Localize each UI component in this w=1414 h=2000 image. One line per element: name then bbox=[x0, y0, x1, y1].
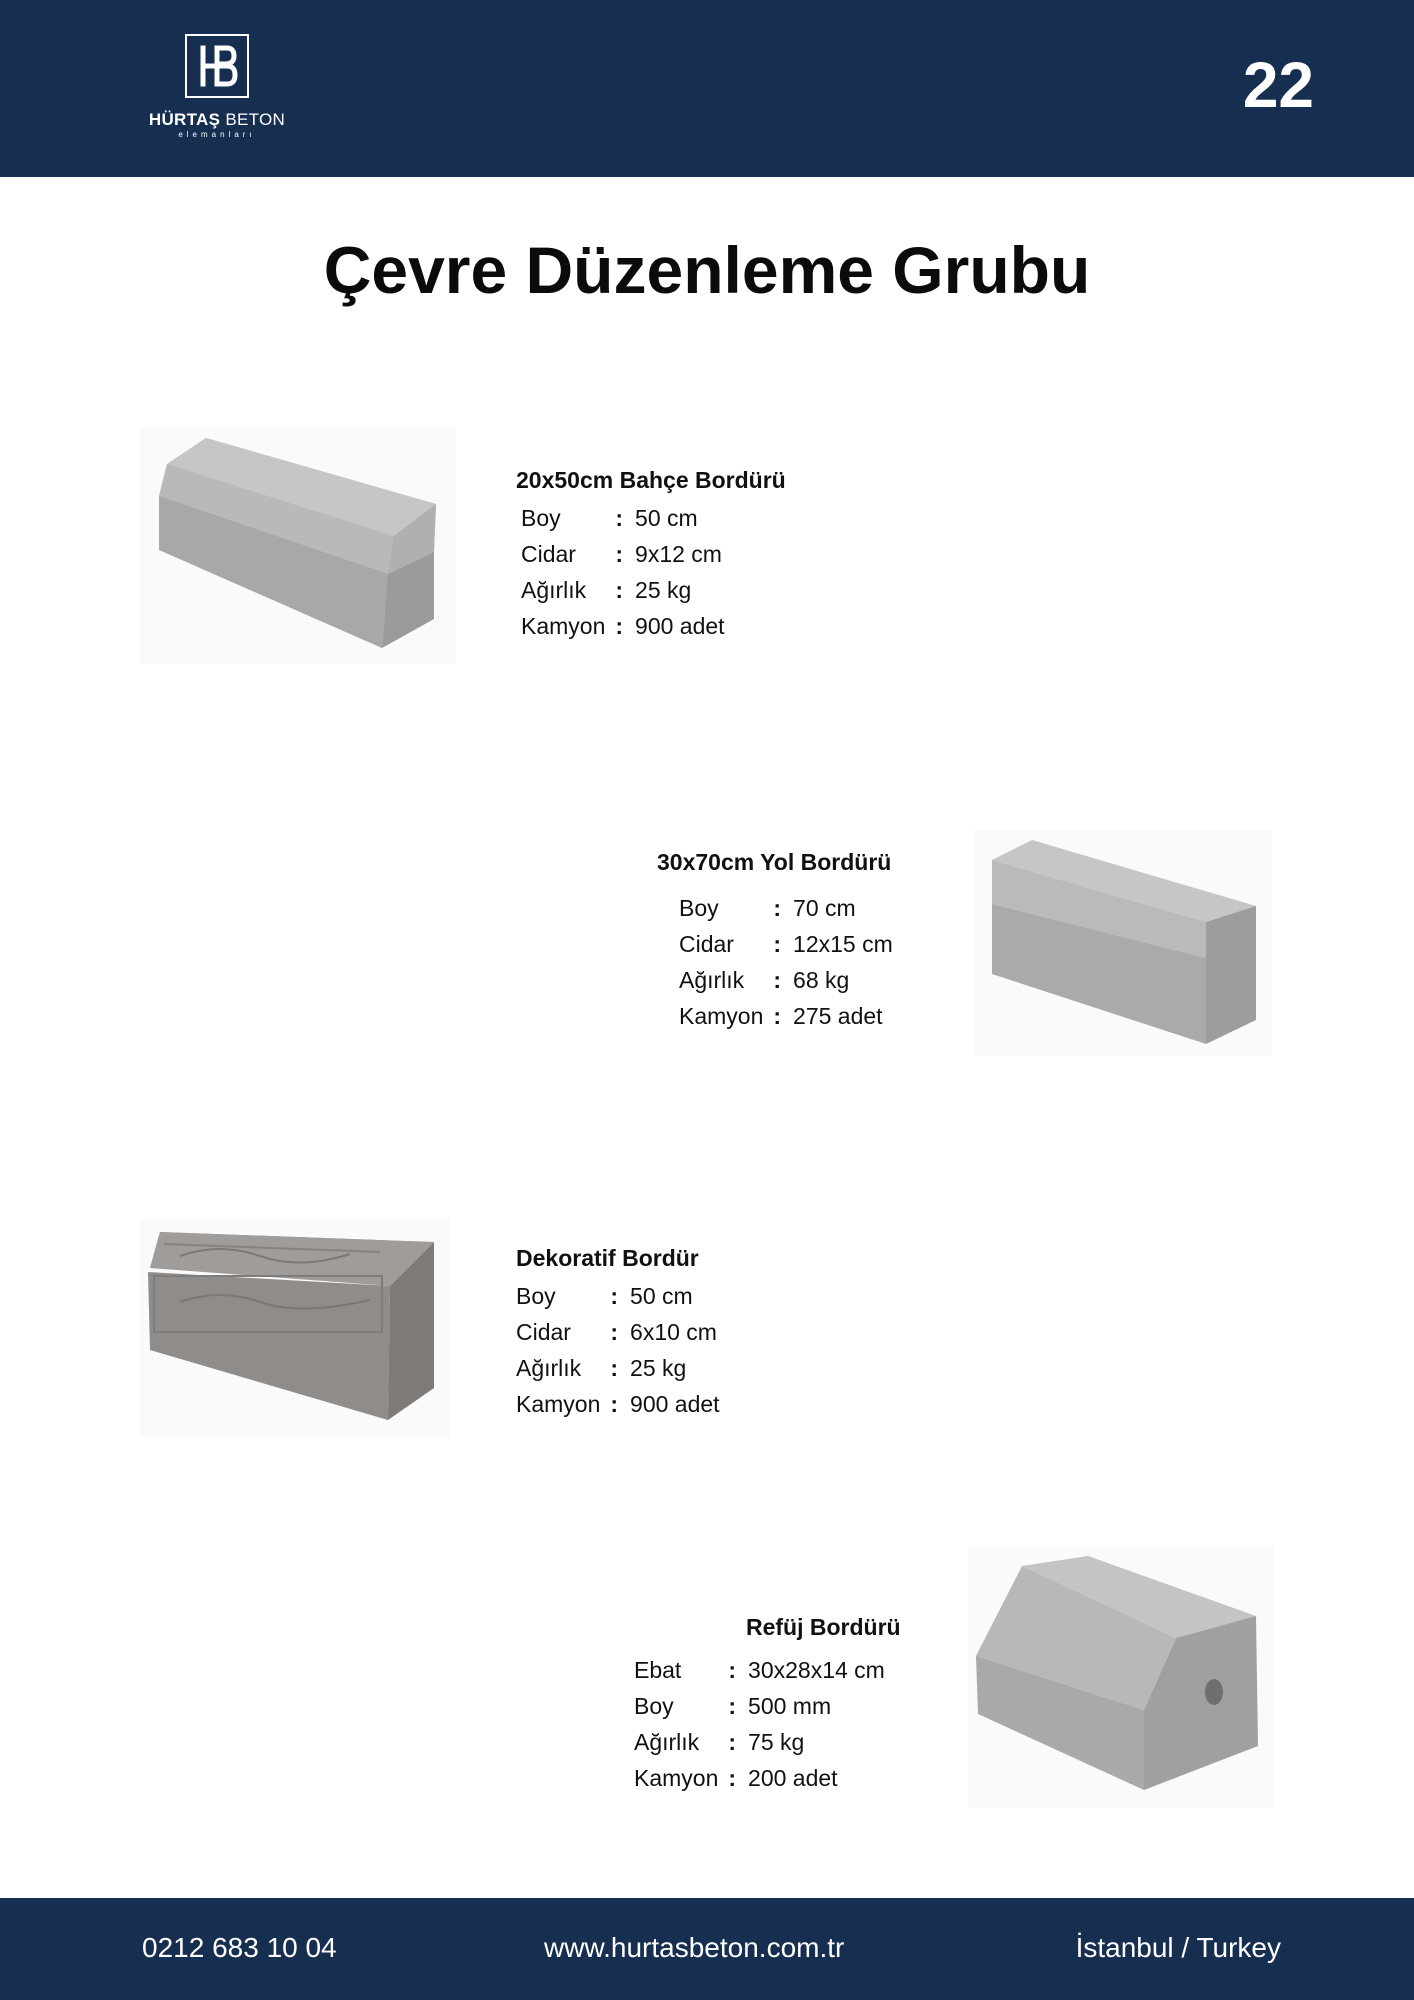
spec-row: Boy : 50 cm bbox=[516, 1282, 693, 1309]
spec-row: Ağırlık : 25 kg bbox=[521, 576, 692, 603]
logo-monogram bbox=[185, 34, 249, 98]
spec-row: Kamyon : 275 adet bbox=[679, 1002, 883, 1029]
spec-row: Cidar : 9x12 cm bbox=[521, 540, 722, 567]
spec-row: Boy : 500 mm bbox=[634, 1692, 832, 1719]
spec-row: Boy : 50 cm bbox=[521, 504, 698, 531]
footer-location: İstanbul / Turkey bbox=[1075, 1932, 1281, 1963]
median-curb-image bbox=[968, 1546, 1274, 1808]
spec-row: Kamyon : 200 adet bbox=[634, 1764, 838, 1791]
spec-row: Kamyon : 900 adet bbox=[521, 612, 725, 639]
spec-row: Ebat : 30x28x14 cm bbox=[634, 1656, 885, 1683]
page-header bbox=[0, 0, 1414, 177]
logo-subtitle: elemanları bbox=[178, 130, 256, 139]
product-title: Dekoratif Bordür bbox=[516, 1245, 699, 1271]
spec-row: Ağırlık : 25 kg bbox=[516, 1354, 687, 1381]
company-logo bbox=[145, 32, 289, 139]
spec-table bbox=[634, 1652, 885, 1796]
decorative-curb-image bbox=[140, 1220, 450, 1436]
spec-table bbox=[679, 890, 893, 1034]
spec-row: Ağırlık : 75 kg bbox=[634, 1728, 805, 1755]
page-number: 22 bbox=[1242, 49, 1314, 121]
road-curb-image bbox=[974, 830, 1272, 1056]
spec-row: Boy : 70 cm bbox=[679, 894, 856, 921]
product-title: 20x50cm Bahçe Bordürü bbox=[516, 467, 786, 493]
spec-row: Kamyon : 900 adet bbox=[516, 1390, 720, 1417]
garden-curb-image bbox=[140, 428, 456, 664]
page-title: Çevre Düzenleme Grubu bbox=[323, 233, 1091, 307]
page-footer bbox=[0, 1898, 1414, 2000]
spec-row: Ağırlık : 68 kg bbox=[679, 966, 850, 993]
spec-row: Cidar : 6x10 cm bbox=[516, 1318, 717, 1345]
product-title: Refüj Bordürü bbox=[746, 1614, 901, 1640]
footer-phone: 0212 683 10 04 bbox=[142, 1932, 337, 1963]
spec-row: Cidar : 12x15 cm bbox=[679, 930, 893, 957]
footer-website: www.hurtasbeton.com.tr bbox=[544, 1932, 845, 1963]
logo-wordmark: HÜRTAŞ BETON bbox=[148, 110, 286, 129]
spec-table bbox=[521, 500, 725, 644]
spec-table bbox=[516, 1278, 720, 1422]
product-title: 30x70cm Yol Bordürü bbox=[657, 849, 892, 875]
